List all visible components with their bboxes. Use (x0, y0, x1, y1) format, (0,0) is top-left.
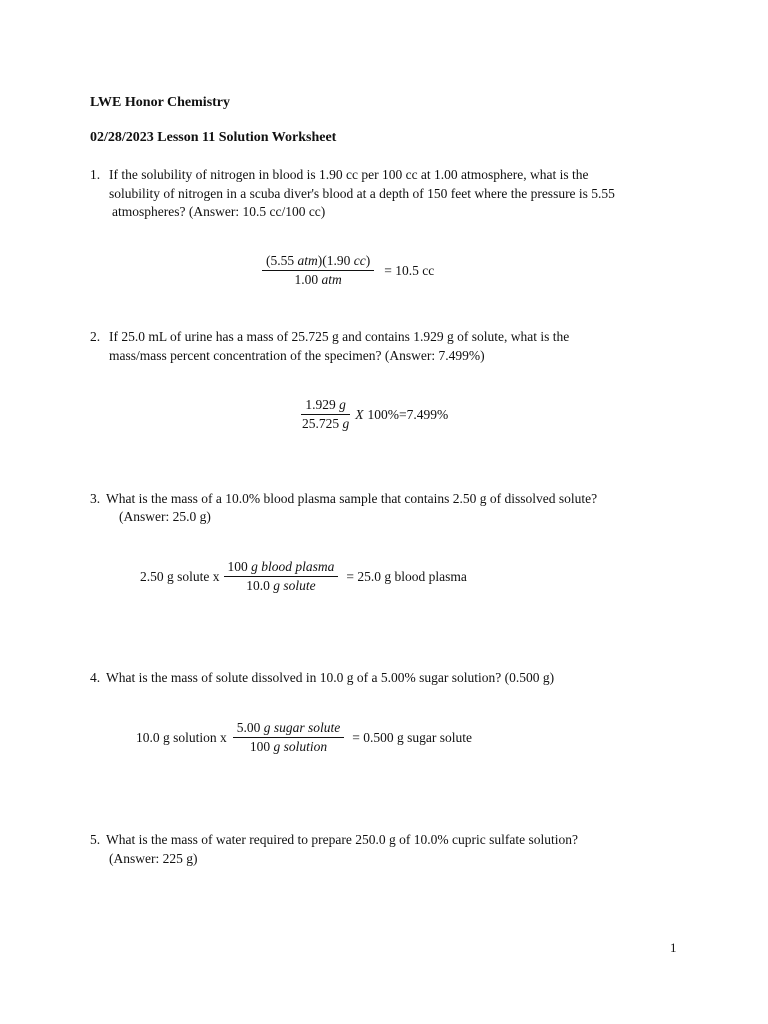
num: 100 (227, 559, 248, 574)
den-unit: g (342, 416, 350, 431)
question-2-number: 2. (90, 329, 101, 344)
course-title: LWE Honor Chemistry (90, 95, 231, 110)
den: 10.0 (246, 578, 270, 593)
num-unit: g blood plasma (251, 559, 335, 574)
question-3-fraction (224, 559, 339, 594)
den: 100 (249, 739, 271, 754)
question-2-line-1: If 25.0 mL of urine has a mass of 25.725 g and contains 1.929 g of solute, what is the (109, 329, 570, 344)
question-4-result: = 0.500 g sugar solute (352, 729, 473, 745)
multiply-symbol: X (355, 406, 364, 422)
question-1-result: = 10.5 cc (384, 262, 435, 278)
question-1-line-1: If the solubility of nitrogen in blood is 1.90 cc per 100 cc at 1.00 atmosphere, what is the (109, 167, 589, 182)
num-a: 5.55 (270, 253, 295, 268)
question-5-number: 5. (90, 832, 101, 847)
question-5-line-1: What is the mass of water required to prepare 250.0 g of 10.0% cupric sulfate solution? (106, 832, 578, 847)
lesson-title: 02/28/2023 Lesson 11 Solution Worksheet (90, 130, 337, 145)
num-b: 1.90 (326, 253, 351, 268)
den-unit: g solute (273, 578, 316, 593)
question-3-number: 3. (90, 491, 101, 506)
question-1-line-2: solubility of nitrogen in a scuba diver's blood at a depth of 150 feet where the pressure is 5.55 (109, 186, 615, 201)
question-1-fraction: $\frac{\text{(5.55 atm)(1.90 cc)}}{\text{1.00 atm}}$ (262, 253, 374, 288)
num: 5.00 (236, 720, 261, 735)
den-unit: atm (321, 272, 342, 287)
question-4-number: 4. (90, 670, 101, 685)
question-3-lead: 2.50 g solute x (140, 568, 220, 584)
question-3-work (140, 559, 467, 594)
question-3-result: = 25.0 g blood plasma (346, 568, 467, 584)
question-2-work (298, 397, 448, 432)
question-4-fraction (233, 720, 345, 755)
question-4-work (136, 720, 472, 755)
question-1-work (262, 253, 434, 288)
den-unit: g solution (273, 739, 328, 754)
question-2-line-2: mass/mass percent concentration of the specimen? (Answer: 7.499%) (109, 348, 485, 363)
num-unit: g sugar solute (263, 720, 341, 735)
question-2-fraction (298, 397, 353, 432)
den: 25.725 (302, 416, 340, 431)
question-1-number: 1. (90, 167, 101, 182)
num-b-unit: cc (353, 253, 366, 268)
num: 1.929 (305, 397, 336, 412)
question-4-line-1: What is the mass of solute dissolved in 10.0 g of a 5.00% sugar solution? (0.500 g) (106, 670, 555, 685)
num-unit: g (339, 397, 346, 412)
question-2-result: 100%=7.499% (367, 406, 449, 422)
question-5-line-2: (Answer: 225 g) (109, 851, 198, 866)
den: 1.00 (294, 272, 319, 287)
question-4-lead: 10.0 g solution x (136, 729, 227, 745)
num-a-unit: atm (297, 253, 318, 268)
question-3-line-2: (Answer: 25.0 g) (119, 509, 211, 524)
question-1-line-3: atmospheres? (Answer: 10.5 cc/100 cc) (112, 204, 326, 219)
page-number: 1 (670, 940, 677, 955)
question-3-line-1: What is the mass of a 10.0% blood plasma sample that contains 2.50 g of dissolved solute? (106, 491, 598, 506)
